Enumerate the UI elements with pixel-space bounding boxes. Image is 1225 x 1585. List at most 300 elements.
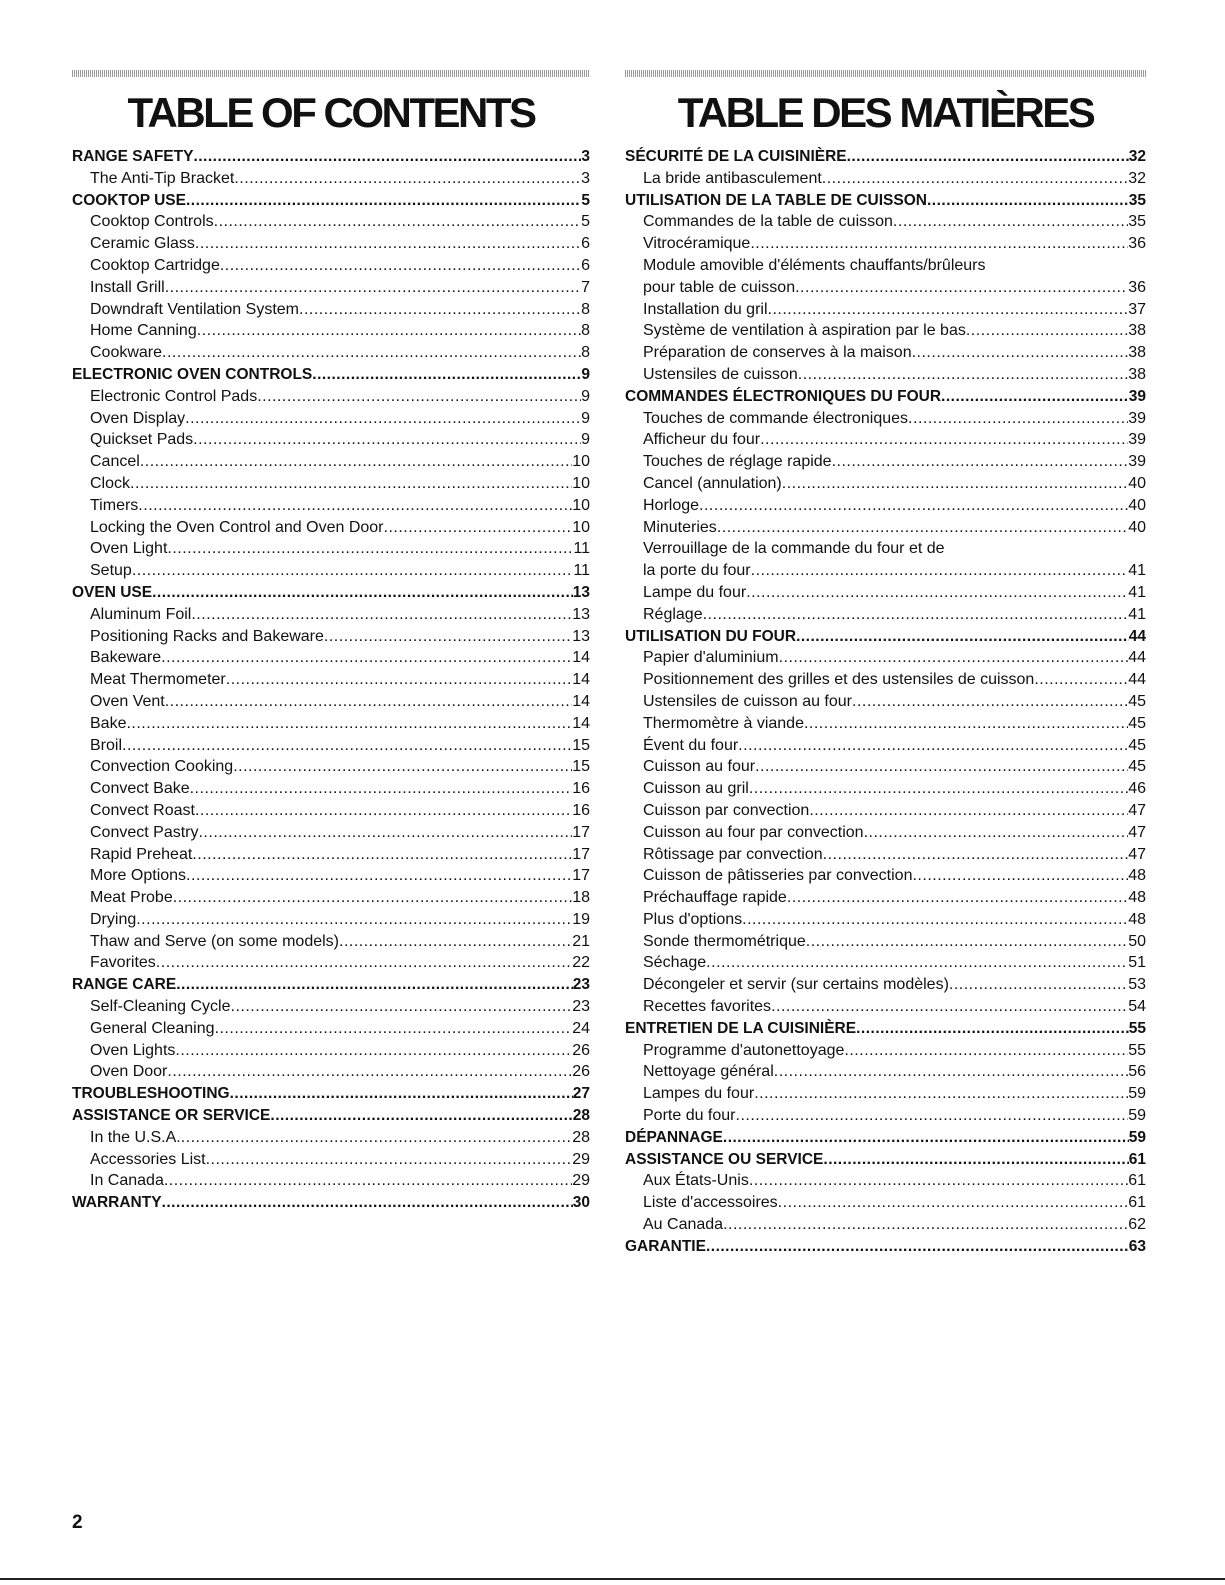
entry-label: Convect Pastry	[90, 823, 199, 841]
dot-leader	[126, 713, 572, 735]
entry-label: Aluminum Foil	[90, 605, 192, 623]
entry-page-number: 5	[581, 191, 590, 209]
entry-page-number: 30	[572, 1194, 590, 1212]
toc-subentry[interactable]	[625, 451, 1146, 473]
toc-subentry[interactable]	[72, 1170, 590, 1192]
dot-leader	[796, 626, 1129, 648]
entry-page-number: 10	[572, 496, 590, 514]
toc-section-entry[interactable]	[72, 364, 590, 386]
entry-label-continued: pour table de cuisson	[643, 278, 796, 296]
entry-label: Ustensiles de cuisson	[643, 365, 798, 383]
entry-label: Locking the Oven Control and Oven Door	[90, 518, 384, 536]
toc-subentry[interactable]	[625, 517, 1146, 539]
entry-label: RANGE CARE	[72, 976, 177, 994]
toc-subentry[interactable]	[625, 364, 1146, 386]
entry-label: Aux États-Unis	[643, 1172, 749, 1190]
toc-subentry[interactable]	[625, 865, 1146, 887]
toc-subentry[interactable]	[72, 1127, 590, 1149]
toc-section-entry[interactable]	[625, 386, 1146, 408]
entry-label: Install Grill	[90, 278, 165, 296]
dot-leader	[751, 560, 1129, 582]
dot-leader	[852, 691, 1128, 713]
toc-section-entry[interactable]	[625, 1236, 1146, 1258]
dot-leader	[230, 1083, 573, 1105]
entry-page-number: 38	[1128, 344, 1146, 362]
toc-subentry[interactable]	[72, 299, 590, 321]
entry-label: Home Canning	[90, 322, 197, 340]
dot-leader	[706, 1236, 1129, 1258]
entry-page-number: 55	[1128, 1019, 1146, 1037]
entry-page-number: 32	[1128, 148, 1146, 165]
toc-subentry[interactable]	[72, 713, 590, 735]
dot-leader	[185, 408, 581, 430]
entry-page-number: 5	[581, 213, 590, 231]
entry-page-number: 59	[1128, 1107, 1146, 1125]
toc-section-entry[interactable]	[625, 626, 1146, 648]
toc-section-entry[interactable]	[625, 1149, 1146, 1171]
entry-page-number: 26	[572, 1041, 590, 1059]
entry-label: Minuteries	[643, 518, 717, 536]
entry-label: Convection Cooking	[90, 758, 234, 776]
toc-subentry[interactable]	[625, 909, 1146, 931]
toc-subentry[interactable]	[72, 1061, 590, 1083]
entry-label: Cuisson de pâtisseries par convection	[643, 867, 913, 885]
entry-label: Oven Light	[90, 540, 168, 558]
toc-subentry[interactable]	[72, 604, 590, 626]
toc-subentry[interactable]	[625, 1061, 1146, 1083]
toc-subentry[interactable]	[72, 756, 590, 778]
dot-leader	[723, 1127, 1129, 1149]
entry-page-number: 23	[572, 998, 590, 1016]
toc-section-entry[interactable]	[72, 190, 590, 212]
entry-page-number: 39	[1128, 387, 1146, 405]
toc-subentry[interactable]	[72, 320, 590, 342]
dot-leader	[750, 233, 1128, 255]
dot-leader	[234, 168, 581, 190]
toc-subentry[interactable]	[72, 342, 590, 364]
entry-label: ELECTRONIC OVEN CONTROLS	[72, 365, 313, 383]
dot-leader	[186, 190, 581, 212]
entry-page-number: 32	[1128, 169, 1146, 187]
dot-leader	[231, 996, 573, 1018]
dot-leader	[717, 517, 1128, 539]
entry-label: Self-Cleaning Cycle	[90, 998, 231, 1016]
entry-page-number: 41	[1128, 583, 1146, 601]
dot-leader	[339, 931, 572, 953]
entry-page-number: 21	[572, 932, 590, 950]
toc-subentry[interactable]	[625, 342, 1146, 364]
dot-leader	[226, 669, 572, 691]
entry-label-continued: la porte du four	[643, 562, 751, 580]
dot-leader	[138, 495, 572, 517]
dot-leader	[723, 1214, 1128, 1236]
entry-page-number: 11	[573, 540, 590, 558]
dot-leader	[806, 931, 1128, 953]
toc-subentry[interactable]	[625, 931, 1146, 953]
entry-label: Ustensiles de cuisson au four	[643, 692, 852, 710]
entry-label: UTILISATION DE LA TABLE DE CUISSON	[625, 191, 927, 209]
toc-section-entry[interactable]	[72, 1105, 590, 1127]
entry-label: Sonde thermométrique	[643, 932, 806, 950]
toc-subentry[interactable]	[625, 822, 1146, 844]
toc-entries	[72, 146, 590, 1214]
dot-leader	[795, 277, 1128, 299]
toc-subentry[interactable]	[72, 233, 590, 255]
entry-label: In Canada	[90, 1172, 164, 1190]
entry-page-number: 62	[1128, 1216, 1146, 1234]
dot-leader	[299, 299, 581, 321]
entry-page-number: 40	[1128, 518, 1146, 536]
entry-label: Oven Display	[90, 409, 186, 427]
dot-leader	[162, 1192, 573, 1214]
entry-label: Cuisson au four par convection	[643, 823, 864, 841]
entry-page-number: 56	[1128, 1063, 1146, 1081]
toc-subentry[interactable]	[625, 582, 1146, 604]
toc-subentry[interactable]	[625, 735, 1146, 757]
toc-subentry[interactable]	[72, 560, 590, 582]
dot-leader	[140, 451, 572, 473]
entry-page-number: 59	[1128, 1128, 1146, 1146]
entry-page-number: 7	[581, 278, 590, 296]
entry-page-number: 40	[1128, 474, 1146, 492]
dot-leader	[257, 386, 581, 408]
entry-page-number: 59	[1128, 1085, 1146, 1103]
toc-subentry[interactable]	[625, 1170, 1146, 1192]
entry-label: Au Canada	[643, 1216, 724, 1234]
toc-section-entry[interactable]	[625, 190, 1146, 212]
dot-leader	[736, 1105, 1129, 1127]
toc-subentry[interactable]	[72, 538, 590, 560]
entry-page-number: 15	[572, 758, 590, 776]
dot-leader	[809, 800, 1128, 822]
dot-leader	[156, 952, 572, 974]
entry-label: Positionnement des grilles et des ustensiles de cuisson	[643, 671, 1035, 689]
toc-subentry[interactable]	[625, 1040, 1146, 1062]
entry-label: TROUBLESHOOTING	[72, 1085, 230, 1103]
entry-label: Cookware	[90, 344, 163, 362]
toc-subentry[interactable]	[625, 800, 1146, 822]
dot-leader	[787, 887, 1128, 909]
entry-label: Porte du four	[643, 1107, 736, 1125]
entry-page-number: 16	[572, 780, 590, 798]
entry-label: SÉCURITÉ DE LA CUISINIÈRE	[625, 148, 847, 165]
entry-page-number: 28	[572, 1107, 590, 1125]
entry-label: COOKTOP USE	[72, 191, 186, 209]
entry-label: Lampes du four	[643, 1085, 755, 1103]
entry-label: Broil	[90, 736, 123, 754]
french-toc-column	[625, 70, 1146, 1258]
toc-subentry[interactable]	[72, 647, 590, 669]
dot-leader	[270, 1105, 572, 1127]
toc-subentry[interactable]	[72, 1149, 590, 1171]
toc-subentry[interactable]	[72, 473, 590, 495]
entry-page-number: 36	[1128, 235, 1146, 253]
entry-label: Touches de réglage rapide	[643, 453, 832, 471]
dot-leader	[191, 604, 572, 626]
entry-label: Commandes de la table de cuisson	[643, 213, 893, 231]
entry-label: Préparation de conserves à la maison	[643, 344, 912, 362]
entry-label: ENTRETIEN DE LA CUISINIÈRE	[625, 1019, 857, 1037]
toc-subentry[interactable]	[625, 1214, 1146, 1236]
toc-subentry[interactable]	[625, 473, 1146, 495]
entry-page-number: 10	[572, 474, 590, 492]
entry-label: Évent du four	[643, 736, 739, 754]
page-number: 2	[72, 1512, 83, 1533]
dot-leader	[844, 1040, 1128, 1062]
dot-leader	[167, 538, 573, 560]
dot-leader	[908, 408, 1128, 430]
dot-leader	[778, 1192, 1129, 1214]
entry-page-number: 6	[581, 235, 590, 253]
toc-subentry[interactable]	[72, 451, 590, 473]
entry-page-number: 8	[581, 322, 590, 340]
entry-page-number: 41	[1128, 562, 1146, 580]
entry-page-number: 40	[1128, 496, 1146, 514]
entry-page-number: 16	[572, 801, 590, 819]
entry-page-number: 61	[1128, 1172, 1146, 1190]
entry-label: Vitrocéramique	[643, 235, 751, 253]
toc-subentry[interactable]	[625, 756, 1146, 778]
dot-leader	[384, 517, 573, 539]
dot-leader	[193, 429, 581, 451]
toc-subentry[interactable]	[625, 996, 1146, 1018]
dot-leader	[742, 909, 1128, 931]
entry-page-number: 11	[573, 562, 590, 580]
entry-label: Drying	[90, 910, 137, 928]
entry-label: Accessories List	[90, 1150, 206, 1168]
entry-page-number: 48	[1128, 910, 1146, 928]
entry-page-number: 47	[1128, 823, 1146, 841]
entry-page-number: 17	[572, 845, 590, 863]
toc-subentry[interactable]	[625, 778, 1146, 800]
toc-subentry[interactable]	[72, 778, 590, 800]
dot-leader	[774, 1061, 1128, 1083]
entry-label: Positioning Racks and Bakeware	[90, 627, 324, 645]
toc-subentry[interactable]	[72, 691, 590, 713]
toc-subentry[interactable]	[625, 952, 1146, 974]
toc-subentry[interactable]	[72, 255, 590, 277]
entry-page-number: 44	[1128, 649, 1146, 667]
dot-leader	[167, 1061, 572, 1083]
toc-entries	[625, 146, 1146, 1258]
dot-leader	[749, 1170, 1128, 1192]
toc-subentry[interactable]	[625, 408, 1146, 430]
entry-label: COMMANDES ÉLECTRONIQUES DU FOUR	[625, 387, 942, 405]
english-toc-column	[72, 70, 590, 1214]
title-rule	[625, 70, 1146, 77]
toc-section-entry[interactable]	[625, 146, 1146, 168]
toc-section-entry[interactable]	[625, 1018, 1146, 1040]
toc-section-entry[interactable]	[72, 582, 590, 604]
entry-label: Cooktop Controls	[90, 213, 214, 231]
dot-leader	[233, 756, 572, 778]
toc-subentry[interactable]	[72, 865, 590, 887]
entry-label: Bake	[90, 714, 127, 732]
entry-label: Module amovible d'éléments chauffants/brûleurs	[643, 256, 986, 274]
dot-leader	[161, 647, 572, 669]
entry-page-number: 38	[1128, 365, 1146, 383]
entry-page-number: 9	[581, 387, 590, 405]
dot-leader	[215, 1018, 573, 1040]
toc-subentry[interactable]	[72, 1040, 590, 1062]
toc-subentry[interactable]	[72, 429, 590, 451]
toc-section-entry[interactable]	[72, 1083, 590, 1105]
entry-label: OVEN USE	[72, 583, 153, 601]
dot-leader	[738, 735, 1128, 757]
entry-label: Downdraft Ventilation System	[90, 300, 299, 318]
entry-label: Verrouillage de la commande du four et de	[643, 540, 945, 558]
toc-section-entry[interactable]	[72, 1192, 590, 1214]
entry-page-number: 38	[1128, 322, 1146, 340]
entry-page-number: 17	[572, 823, 590, 841]
entry-label: Lampe du four	[643, 583, 747, 601]
toc-subentry[interactable]	[625, 495, 1146, 517]
entry-label: Meat Thermometer	[90, 671, 226, 689]
dot-leader	[136, 909, 572, 931]
entry-page-number: 41	[1128, 605, 1146, 623]
toc-subentry[interactable]	[625, 320, 1146, 342]
toc-section-entry[interactable]	[72, 146, 590, 168]
toc-subentry[interactable]	[625, 538, 1146, 582]
toc-subentry[interactable]	[625, 429, 1146, 451]
entry-page-number: 29	[572, 1172, 590, 1190]
toc-subentry[interactable]	[625, 844, 1146, 866]
toc-subentry[interactable]	[625, 1192, 1146, 1214]
dot-leader	[768, 299, 1129, 321]
dot-leader	[706, 952, 1128, 974]
entry-page-number: 14	[572, 671, 590, 689]
toc-subentry[interactable]	[625, 974, 1146, 996]
entry-label: Afficheur du four	[643, 431, 761, 449]
toc-subentry[interactable]	[625, 691, 1146, 713]
entry-page-number: 15	[572, 736, 590, 754]
toc-subentry[interactable]	[625, 168, 1146, 190]
entry-page-number: 13	[572, 627, 590, 645]
toc-subentry[interactable]	[625, 299, 1146, 321]
toc-subentry[interactable]	[625, 1083, 1146, 1105]
entry-page-number: 45	[1128, 736, 1146, 754]
dot-leader	[162, 342, 581, 364]
toc-subentry[interactable]	[72, 277, 590, 299]
entry-label: DÉPANNAGE	[625, 1128, 723, 1146]
dot-leader	[823, 1149, 1128, 1171]
toc-subentry[interactable]	[72, 996, 590, 1018]
toc-subentry[interactable]	[72, 517, 590, 539]
toc-subentry[interactable]	[625, 255, 1146, 299]
entry-page-number: 39	[1128, 409, 1146, 427]
dot-leader	[822, 168, 1128, 190]
entry-page-number: 6	[581, 256, 590, 274]
toc-subentry[interactable]	[72, 669, 590, 691]
entry-page-number: 3	[581, 148, 590, 165]
dot-leader	[771, 996, 1128, 1018]
entry-label: RANGE SAFETY	[72, 148, 194, 165]
entry-page-number: 47	[1128, 845, 1146, 863]
toc-subentry[interactable]	[625, 669, 1146, 691]
toc-subentry[interactable]	[72, 909, 590, 931]
entry-label: The Anti-Tip Bracket	[90, 169, 235, 187]
toc-subentry[interactable]	[625, 233, 1146, 255]
entry-label: Quickset Pads	[90, 431, 194, 449]
entry-label: Setup	[90, 562, 132, 580]
toc-subentry[interactable]	[72, 495, 590, 517]
dot-leader	[755, 756, 1128, 778]
toc-subentry[interactable]	[72, 386, 590, 408]
toc-subentry[interactable]	[625, 604, 1146, 626]
entry-page-number: 19	[572, 910, 590, 928]
toc-subentry[interactable]	[72, 168, 590, 190]
entry-label: Touches de commande électroniques	[643, 409, 909, 427]
entry-page-number: 35	[1128, 213, 1146, 231]
entry-page-number: 48	[1128, 867, 1146, 885]
entry-label: Préchauffage rapide	[643, 889, 787, 907]
toc-subentry[interactable]	[625, 647, 1146, 669]
toc-subentry[interactable]	[72, 626, 590, 648]
entry-label: Séchage	[643, 954, 707, 972]
dot-leader	[893, 211, 1128, 233]
entry-page-number: 23	[572, 976, 590, 994]
dot-leader	[912, 342, 1129, 364]
entry-page-number: 10	[572, 453, 590, 471]
toc-subentry[interactable]	[72, 952, 590, 974]
toc-subentry[interactable]	[72, 931, 590, 953]
toc-subentry[interactable]	[625, 713, 1146, 735]
toc-subentry[interactable]	[625, 887, 1146, 909]
dot-leader	[165, 691, 572, 713]
entry-page-number: 35	[1128, 191, 1146, 209]
entry-label: Oven Vent	[90, 692, 165, 710]
toc-subentry[interactable]	[72, 844, 590, 866]
entry-page-number: 22	[572, 954, 590, 972]
dot-leader	[195, 233, 581, 255]
entry-label: Thaw and Serve (on some models)	[90, 932, 339, 950]
toc-section-entry[interactable]	[72, 974, 590, 996]
toc-subentry[interactable]	[72, 1018, 590, 1040]
toc-subentry[interactable]	[72, 822, 590, 844]
entry-page-number: 45	[1128, 714, 1146, 732]
toc-subentry[interactable]	[72, 735, 590, 757]
toc-subentry[interactable]	[72, 211, 590, 233]
entry-label: Cuisson par convection	[643, 801, 810, 819]
toc-section-entry[interactable]	[625, 1127, 1146, 1149]
toc-subentry[interactable]	[72, 408, 590, 430]
entry-page-number: 46	[1128, 780, 1146, 798]
dot-leader	[181, 1127, 572, 1149]
entry-page-number: 36	[1128, 278, 1146, 296]
dot-leader	[193, 146, 581, 168]
entry-page-number: 24	[572, 1019, 590, 1037]
dot-leader	[130, 473, 572, 495]
toc-subentry[interactable]	[72, 887, 590, 909]
toc-subentry[interactable]	[625, 211, 1146, 233]
entry-label: Oven Door	[90, 1063, 168, 1081]
entry-page-number: 8	[581, 344, 590, 362]
entry-page-number: 61	[1128, 1194, 1146, 1212]
toc-subentry[interactable]	[72, 800, 590, 822]
entry-line	[643, 277, 1146, 299]
dot-leader	[190, 778, 573, 800]
entry-page-number: 3	[581, 169, 590, 187]
entry-page-number: 18	[572, 889, 590, 907]
entry-page-number: 10	[572, 518, 590, 536]
dot-leader	[173, 887, 572, 909]
toc-subentry[interactable]	[625, 1105, 1146, 1127]
entry-page-number: 47	[1128, 801, 1146, 819]
entry-label: Nettoyage général	[643, 1063, 774, 1081]
entry-label: Installation du gril	[643, 300, 768, 318]
dot-leader	[927, 190, 1129, 212]
dot-leader	[699, 495, 1128, 517]
